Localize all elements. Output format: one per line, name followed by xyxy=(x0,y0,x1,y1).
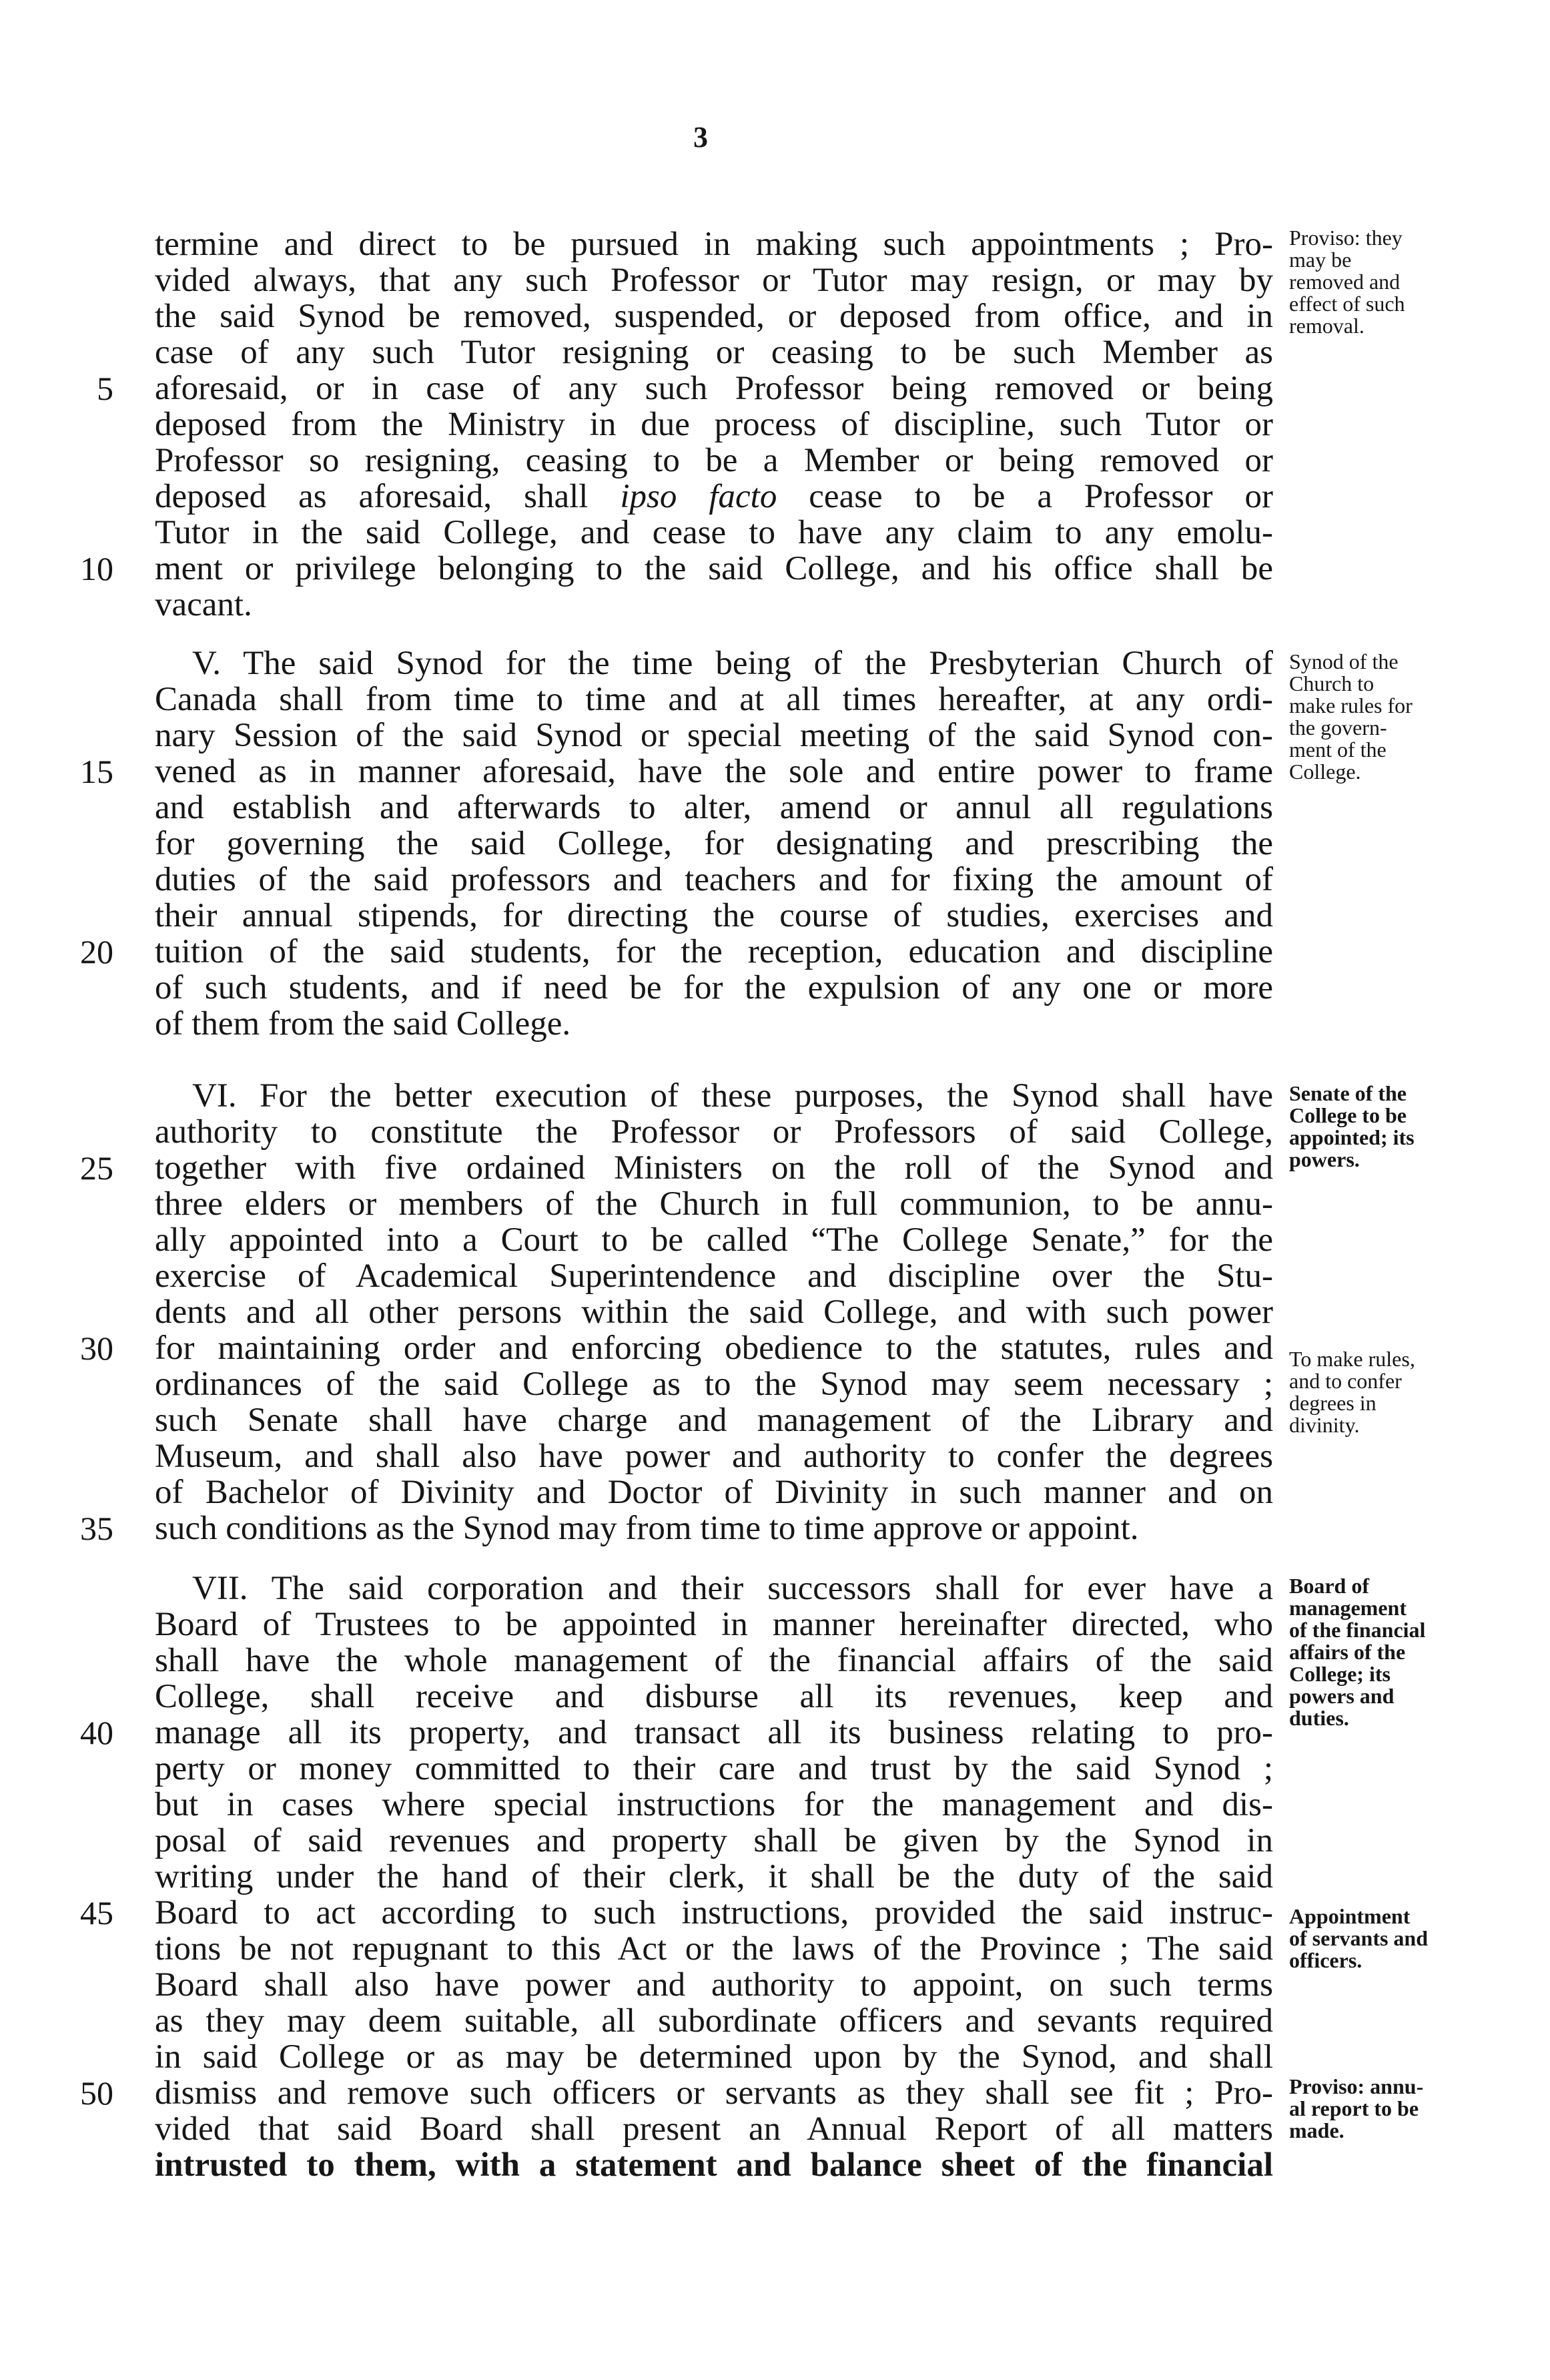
text-line: tuition of the said students, for the reception, education and discipline xyxy=(155,933,1273,970)
text-line: such conditions as the Synod may from time to time approve or appoint. xyxy=(155,1510,1139,1547)
line-number: 25 xyxy=(80,1149,113,1187)
text-line: posal of said revenues and property shall be given by the Synod in xyxy=(155,1822,1273,1859)
margin-note-line: duties. xyxy=(1289,1706,1349,1730)
text-line: vided that said Board shall present an Annual Report of all matters xyxy=(155,2110,1273,2148)
margin-note xyxy=(1289,227,1543,337)
text-line: vacant. xyxy=(155,586,252,623)
page-number: 3 xyxy=(693,121,708,154)
margin-note-line: Synod of the xyxy=(1289,649,1399,673)
text-line: VI. For the better execution of these purposes, the Synod shall have xyxy=(192,1077,1273,1115)
text-line: of Bachelor of Divinity and Doctor of Divinity in such manner and on xyxy=(155,1474,1273,1511)
margin-note-line: affairs of the xyxy=(1289,1640,1406,1664)
text-line: of such students, and if need be for the expulsion of any one or more xyxy=(155,969,1273,1006)
margin-note xyxy=(1289,2076,1543,2142)
line-number: 35 xyxy=(80,1510,113,1547)
margin-note-line: Appointment xyxy=(1289,1904,1411,1928)
text-line: deposed from the Ministry in due process of discipline, such Tutor or xyxy=(155,406,1273,443)
margin-note-line: the govern- xyxy=(1289,715,1387,739)
margin-note-line: Proviso: they xyxy=(1289,226,1403,250)
text-line: as they may deem suitable, all subordinate officers and sevants required xyxy=(155,2002,1273,2040)
margin-note xyxy=(1289,1575,1543,1729)
margin-note-line: of the financial xyxy=(1289,1618,1426,1642)
line-number: 5 xyxy=(97,370,113,407)
text-line: aforesaid, or in case of any such Professor being removed or being xyxy=(155,370,1273,407)
text-line: Board to act according to such instructions, provided the said instruc- xyxy=(155,1894,1273,1931)
text-line: in said College or as may be determined upon by the Synod, and shall xyxy=(155,2038,1273,2076)
margin-note-line: officers. xyxy=(1289,1948,1363,1972)
text-line: writing under the hand of their clerk, it shall be the duty of the said xyxy=(155,1858,1273,1895)
margin-note xyxy=(1289,1348,1543,1436)
text-line: their annual stipends, for directing the course of studies, exercises and xyxy=(155,897,1273,934)
margin-note-line: effect of such xyxy=(1289,292,1405,316)
margin-note-line: College to be xyxy=(1289,1103,1407,1127)
margin-note-line: removal. xyxy=(1289,314,1365,338)
margin-note-line: Senate of the xyxy=(1289,1081,1407,1105)
text-line: dismiss and remove such officers or servants as they shall see fit ; Pro- xyxy=(155,2074,1273,2112)
margin-note-line: make rules for xyxy=(1289,693,1413,717)
text-line: ally appointed into a Court to be called “The College Senate,” for the xyxy=(155,1221,1273,1259)
text-line: deposed as aforesaid, shall ipso facto cease to be a Professor or xyxy=(155,478,1273,515)
text-line: perty or money committed to their care and trust by the said Synod ; xyxy=(155,1750,1273,1787)
line-number: 20 xyxy=(80,933,113,970)
text-line: the said Synod be removed, suspended, or deposed from office, and in xyxy=(155,298,1273,335)
text-line: for governing the said College, for designating and prescribing the xyxy=(155,825,1273,862)
margin-note-line: and to confer xyxy=(1289,1369,1402,1393)
line-number: 45 xyxy=(80,1894,113,1931)
text-line: tions be not repugnant to this Act or the laws of the Province ; The said xyxy=(155,1930,1273,1968)
margin-note-line: Proviso: annu- xyxy=(1289,2074,1424,2098)
text-line: for maintaining order and enforcing obedience to the statutes, rules and xyxy=(155,1329,1273,1367)
text-line: manage all its property, and transact all its business relating to pro- xyxy=(155,1714,1273,1751)
text-line: Professor so resigning, ceasing to be a Member or being removed or xyxy=(155,442,1273,479)
text-line: shall have the whole management of the financial affairs of the said xyxy=(155,1642,1273,1679)
margin-note-line: management xyxy=(1289,1596,1407,1620)
text-line: but in cases where special instructions for the management and dis- xyxy=(155,1786,1273,1823)
line-number: 40 xyxy=(80,1714,113,1751)
text-line: VII. The said corporation and their successors shall for ever have a xyxy=(192,1570,1273,1607)
text-line: of them from the said College. xyxy=(155,1005,571,1043)
text-line: exercise of Academical Superintendence and discipline over the Stu- xyxy=(155,1257,1273,1295)
text-line: authority to constitute the Professor or Professors of said College, xyxy=(155,1113,1273,1151)
margin-note-line: Church to xyxy=(1289,671,1375,695)
text-line: Canada shall from time to time and at all times hereafter, at any ordi- xyxy=(155,681,1273,718)
text-line: ment or privilege belonging to the said College, and his office shall be xyxy=(155,550,1273,587)
margin-note-line: removed and xyxy=(1289,270,1401,294)
line-number: 10 xyxy=(80,550,113,587)
margin-note-line: appointed; its xyxy=(1289,1125,1415,1149)
margin-note-line: of servants and xyxy=(1289,1926,1429,1950)
margin-note-line: College. xyxy=(1289,760,1361,784)
text-line: and establish and afterwards to alter, amend or annul all regulations xyxy=(155,789,1273,826)
text-line: duties of the said professors and teachers and for fixing the amount of xyxy=(155,861,1273,898)
text-line: case of any such Tutor resigning or ceasing to be such Member as xyxy=(155,334,1273,371)
text-line: Tutor in the said College, and cease to have any claim to any emolu- xyxy=(155,514,1273,551)
margin-note-line: College; its xyxy=(1289,1662,1391,1686)
margin-note xyxy=(1289,1905,1543,1972)
margin-note xyxy=(1289,1083,1543,1171)
margin-note-line: Board of xyxy=(1289,1574,1369,1598)
text-line: intrusted to them, with a statement and balance sheet of the financial xyxy=(155,2146,1273,2184)
margin-note-line: divinity. xyxy=(1289,1413,1360,1437)
margin-note-line: powers. xyxy=(1289,1147,1360,1171)
margin-note xyxy=(1289,651,1543,783)
text-line: Museum, and shall also have power and authority to confer the degrees xyxy=(155,1438,1273,1475)
line-number: 15 xyxy=(80,753,113,790)
text-line: vened as in manner aforesaid, have the sole and entire power to frame xyxy=(155,753,1273,790)
line-number: 50 xyxy=(80,2074,113,2112)
margin-note-line: degrees in xyxy=(1289,1391,1377,1415)
text-line: together with five ordained Ministers on the roll of the Synod and xyxy=(155,1149,1273,1187)
margin-note-line: To make rules, xyxy=(1289,1347,1415,1371)
margin-note-line: made. xyxy=(1289,2118,1344,2142)
text-line: three elders or members of the Church in full communion, to be annu- xyxy=(155,1185,1273,1223)
text-line: vided always, that any such Professor or Tutor may resign, or may by xyxy=(155,262,1273,299)
line-number: 30 xyxy=(80,1329,113,1367)
text-line: nary Session of the said Synod or special meeting of the said Synod con- xyxy=(155,717,1273,754)
text-line: dents and all other persons within the said College, and with such power xyxy=(155,1293,1273,1331)
margin-note-line: al report to be xyxy=(1289,2096,1419,2120)
margin-note-line: may be xyxy=(1289,248,1352,272)
text-line: termine and direct to be pursued in making such appointments ; Pro- xyxy=(155,226,1273,263)
text-line: such Senate shall have charge and management of the Library and xyxy=(155,1402,1273,1439)
text-line: Board shall also have power and authority to appoint, on such terms xyxy=(155,1966,1273,2004)
text-line: Board of Trustees to be appointed in manner hereinafter directed, who xyxy=(155,1606,1273,1643)
text-line: V. The said Synod for the time being of the Presbyterian Church of xyxy=(192,645,1273,682)
margin-note-line: powers and xyxy=(1289,1684,1395,1708)
text-line: ordinances of the said College as to the Synod may seem necessary ; xyxy=(155,1366,1273,1403)
text-line: College, shall receive and disburse all its revenues, keep and xyxy=(155,1678,1273,1715)
margin-note-line: ment of the xyxy=(1289,737,1387,762)
